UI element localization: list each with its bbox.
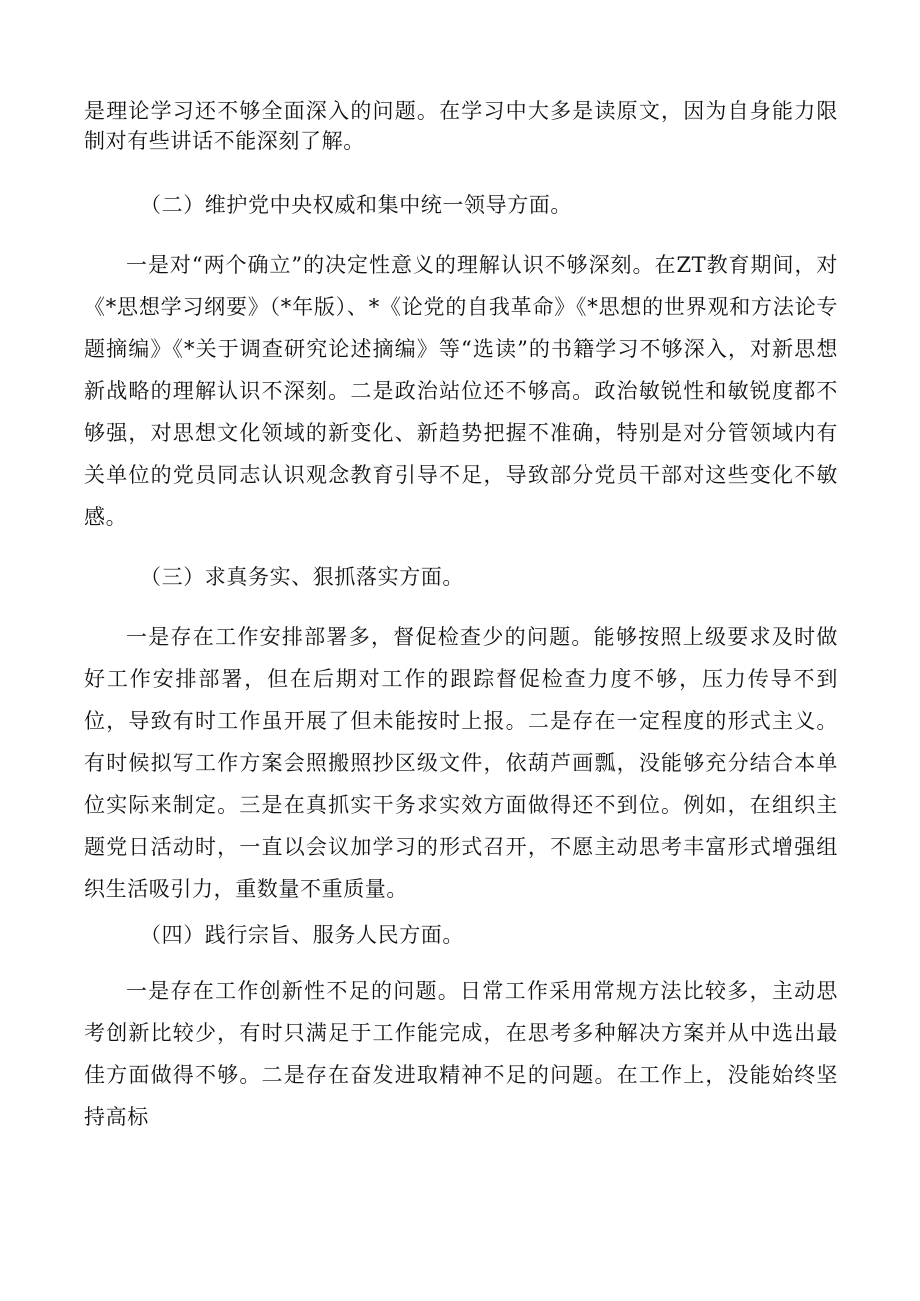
paragraph-theory-study: 是理论学习还不够全面深入的问题。在学习中大多是读原文，因为自身能力限制对有些讲话不能深刻了解。 (84, 99, 838, 153)
document-page (84, 96, 838, 1138)
section-heading-2: （二）维护党中央权威和集中统一领导方面。 (140, 193, 572, 217)
paragraph-section-4: 一是存在工作创新性不足的问题。日常工作采用常规方法比较多，主动思考创新比较少，有时只满足于工作能完成，在思考多种解决方案并从中选出最佳方面做得不够。二是存在奋发进取精神不足的问题。在工作上，没能始终坚持高标 (84, 979, 838, 1129)
section-heading-3: （三）求真务实、狠抓落实方面。 (140, 565, 464, 589)
paragraph-section-3: 一是存在工作安排部署多，督促检查少的问题。能够按照上级要求及时做好工作安排部署，但在后期对工作的跟踪督促检查力度不够，压力传导不到位，导致有时工作虽开展了但未能按时上报。二是存在一定程度的形式主义。有时候拟写工作方案会照搬照抄区级文件，依葫芦画瓢，没能够充分结合本单位实际来制定。三是在真抓实干务求实效方面做得还不到位。例如，在组织主题党日活动时，一直以会议加学习的形式召开，不愿主动思考丰富形式增强组织生活吸引力，重数量不重质量。 (84, 625, 838, 901)
paragraph-section-2: 一是对“两个确立”的决定性意义的理解认识不够深刻。在ZT教育期间，对《*思想学习纲要》（*年版）、*《论党的自我革命》《*思想的世界观和方法论专题摘编》《*关于调查研究论述摘编》等“选读”的书籍学习不够深入，对新思想新战略的理解认识不深刻。二是政治站位还不够高。政治敏锐性和敏锐度都不够强，对思想文化领域的新变化、新趋势把握不准确，特别是对分管领域内有关单位的党员同志认识观念教育引导不足，导致部分党员干部对这些变化不敏感。 (84, 253, 838, 529)
section-heading-4: （四）践行宗旨、服务人民方面。 (140, 923, 464, 947)
